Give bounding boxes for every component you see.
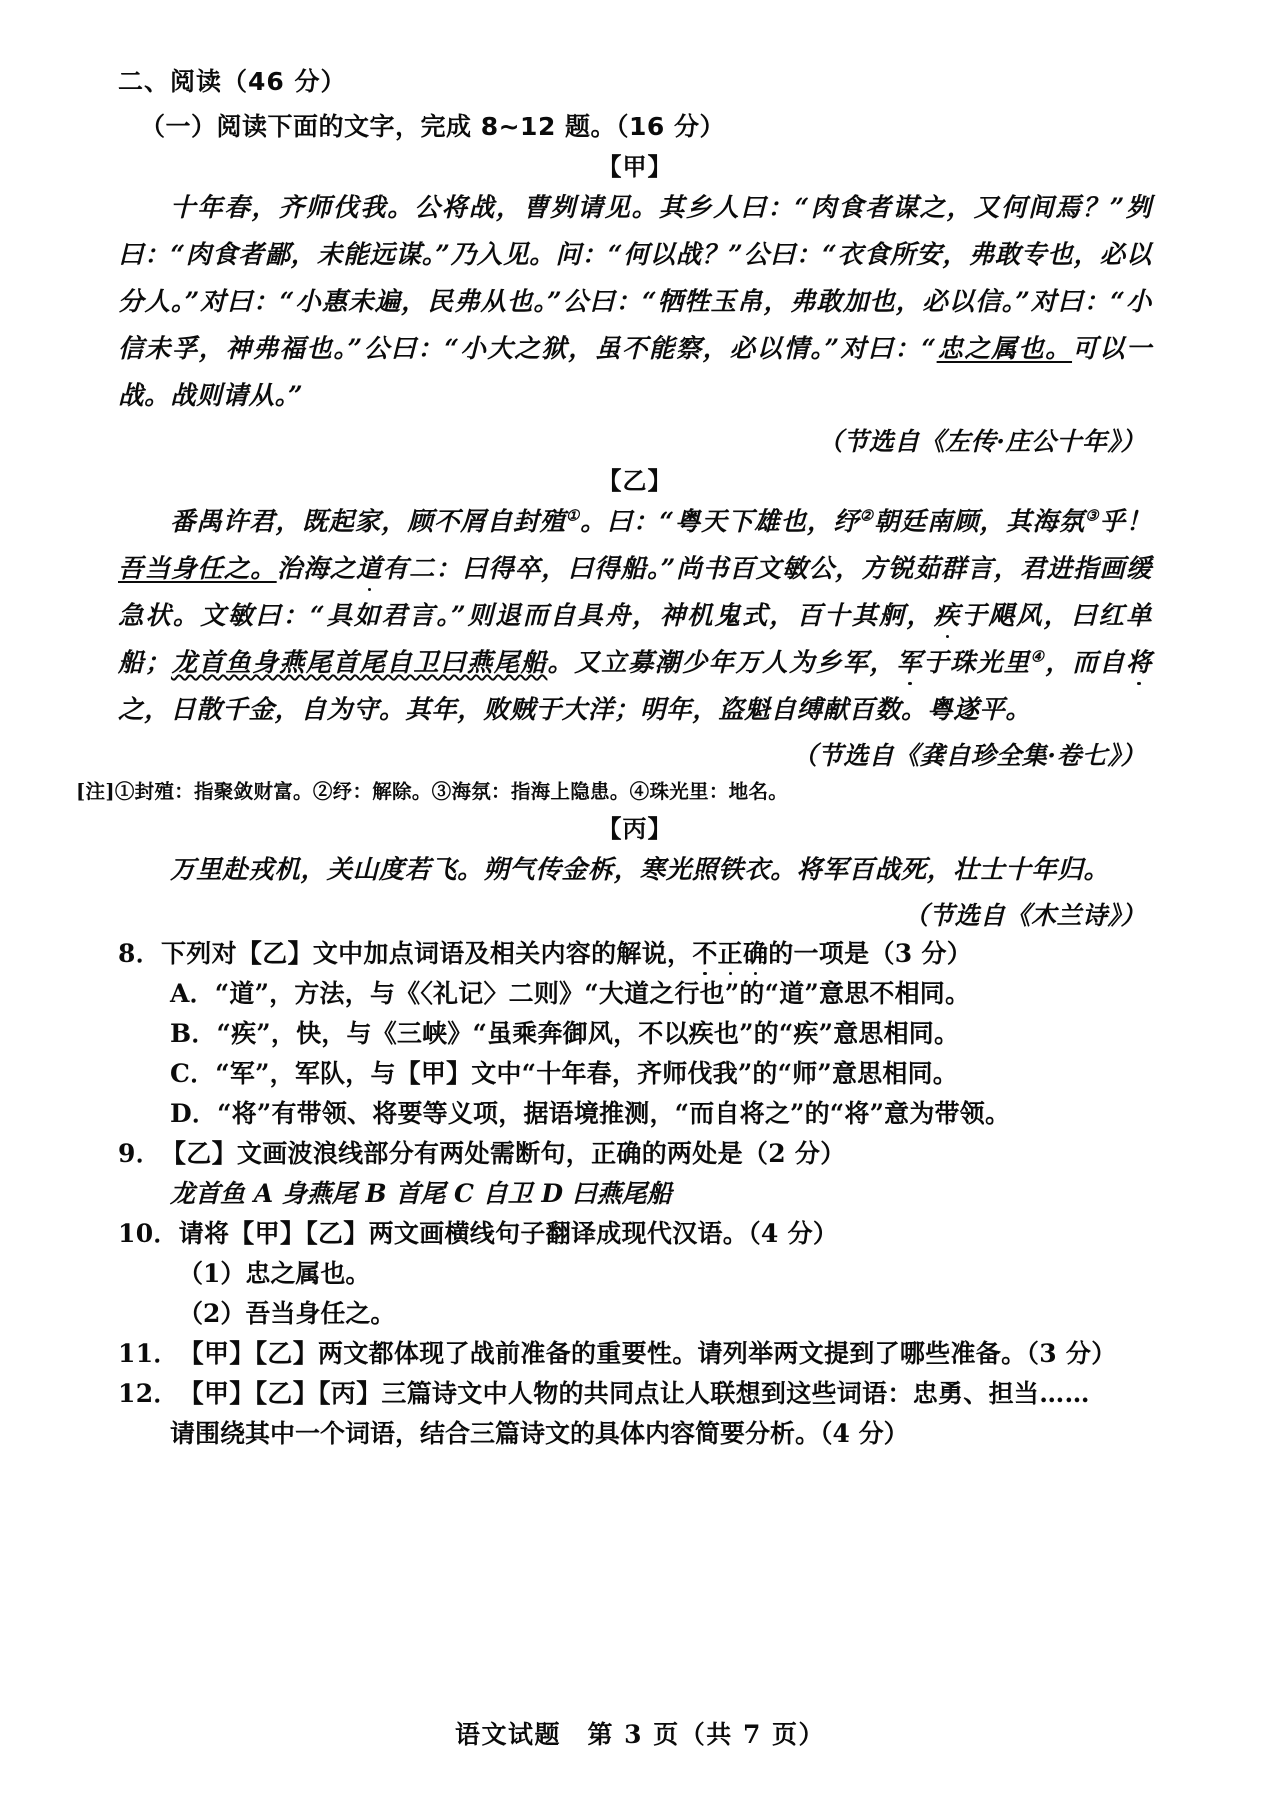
question-8-emphasis: 不正确 xyxy=(692,939,769,968)
question-10-stem: 请将【甲】【乙】两文画横线句子翻译成现代汉语。（4 分） xyxy=(178,1219,839,1248)
underline-wu-dang-shen-ren-zhi: 吾当身任之。 xyxy=(118,554,277,584)
question-12-stem-line2: 请围绕其中一个词语，结合三篇诗文的具体内容简要分析。（4 分） xyxy=(170,1419,909,1448)
question-8-stem-a: 下列对【乙】文中加点词语及相关内容的解说， xyxy=(161,939,693,968)
passage-body-jia: 十年春，齐师伐我。公将战，曹刿请见。其乡人曰：“肉食者谋之，又何间焉？”刿曰：“肉食者鄙，未能远谋。”乃入见。问：“何以战？”公曰：“衣食所安，弗敢专也，必以分人。”对曰：“小惠未遍，民弗从也。”公曰：“牺牲玉帛，弗敢加也，必以信。”对曰：“小信未孚，神弗福也。”公曰：“小大之狱，虽不能察，必以情。”对曰：“忠之属也。可以一战。战则请从。” xyxy=(118,193,1152,411)
passage-body-yi: 番禺许君，既起家，顾不屑自封殖①。曰：“粤天下雄也，纾②朝廷南顾，其海氛③乎！吾当身任之。治海之道有二：曰得卒，曰得船。”尚书百文敏公，方锐茹群言，君进指画缓急状。文敏曰：“具如君言。”则退而自具舟，神机鬼式，百十其舸，疾于飓风，曰红单船；龙首鱼身燕尾首尾自卫曰燕尾船。又立募潮少年万人为乡军，军于珠光里④，而自将之，日散千金，自为守。其年，败贼于大洋；明年，盗魁自缚献百数。粤遂平。 xyxy=(118,506,1153,725)
question-12 xyxy=(118,1374,1152,1414)
question-10-sub-2: （2）吾当身任之。 xyxy=(178,1299,396,1328)
question-10-sub-1: （1）忠之属也。 xyxy=(178,1259,371,1288)
passage-label-jia: 【甲】 xyxy=(597,153,673,181)
section-subheading: （一）阅读下面的文字，完成 8~12 题。（16 分） xyxy=(140,112,726,141)
passage-source-bing: （节选自《木兰诗》） xyxy=(903,901,1146,930)
question-12-number: 12． xyxy=(118,1379,179,1408)
question-11 xyxy=(118,1334,1152,1374)
footnote-marker-2: ② xyxy=(859,506,874,525)
passage-label-yi: 【乙】 xyxy=(597,467,673,495)
footnote-marker-4: ④ xyxy=(1030,647,1046,666)
question-9-number: 9． xyxy=(118,1139,161,1168)
page-footer: 语文试题 第 3 页（共 7 页） xyxy=(454,1720,826,1749)
question-8 xyxy=(118,934,1152,974)
section-heading: 二、阅读（46 分） xyxy=(118,67,347,96)
dotted-char-jiang: 将 xyxy=(1125,648,1152,678)
question-8-option-d[interactable]: D．“将”有带领、将要等义项，据语境推测，“而自将之”的“将”意为带领。 xyxy=(170,1099,1011,1128)
question-10 xyxy=(118,1214,1152,1254)
question-8-stem-b: 的一项是（3 分） xyxy=(768,939,973,968)
passage-label-bing: 【丙】 xyxy=(597,815,673,843)
question-8-option-a[interactable]: A．“道”，方法，与《〈礼记〉二则》“大道之行也”的“道”意思不相同。 xyxy=(170,979,971,1008)
footnote-marker-3: ③ xyxy=(1085,506,1100,525)
passage-source-jia: （节选自《左传·庄公十年》） xyxy=(817,427,1146,456)
passage-source-yi: （节选自《龚自珍全集·卷七》） xyxy=(792,741,1146,770)
question-8-number: 8． xyxy=(118,939,161,968)
dotted-char-dao: 道 xyxy=(356,554,383,584)
question-9-stem: 【乙】文画波浪线部分有两处需断句，正确的两处是（2 分） xyxy=(161,1139,846,1168)
question-11-number: 11． xyxy=(118,1339,179,1368)
question-10-number: 10． xyxy=(118,1219,179,1248)
question-8-option-c[interactable]: C．“军”，军队，与【甲】文中“十年春，齐师伐我”的“师”意思相同。 xyxy=(170,1059,958,1088)
question-9 xyxy=(118,1134,1152,1174)
question-12-stem: 【甲】【乙】【丙】三篇诗文中人物的共同点让人联想到这些词语：忠勇、担当…… xyxy=(178,1379,1090,1408)
passage-body-bing: 万里赴戎机，关山度若飞。朔气传金柝，寒光照铁衣。将军百战死，壮士十年归。 xyxy=(170,855,1110,885)
question-9-segmentation-line: 龙首鱼 A 身燕尾 B 首尾 C 自卫 D 曰燕尾船 xyxy=(170,1179,672,1208)
question-8-option-b[interactable]: B．“疾”，快，与《三峡》“虽乘奔御风，不以疾也”的“疾”意思相同。 xyxy=(170,1019,960,1048)
passage-footnote-yi: [注]①封殖：指聚敛财富。②纾：解除。③海氛：指海上隐患。④珠光里：地名。 xyxy=(76,780,789,803)
underline-zhong-zhi-shu-ye: 忠之属也。 xyxy=(936,334,1073,364)
wavy-underline-yanwei-chuan: 龙首鱼身燕尾首尾自卫曰燕尾船 xyxy=(170,648,548,678)
dotted-char-ji: 疾 xyxy=(933,601,962,631)
question-list xyxy=(118,934,1152,1454)
question-11-stem: 【甲】【乙】两文都体现了战前准备的重要性。请列举两文提到了哪些准备。（3 分） xyxy=(178,1339,1117,1368)
footnote-marker-1: ① xyxy=(565,506,581,525)
dotted-char-jun: 军 xyxy=(896,648,924,678)
